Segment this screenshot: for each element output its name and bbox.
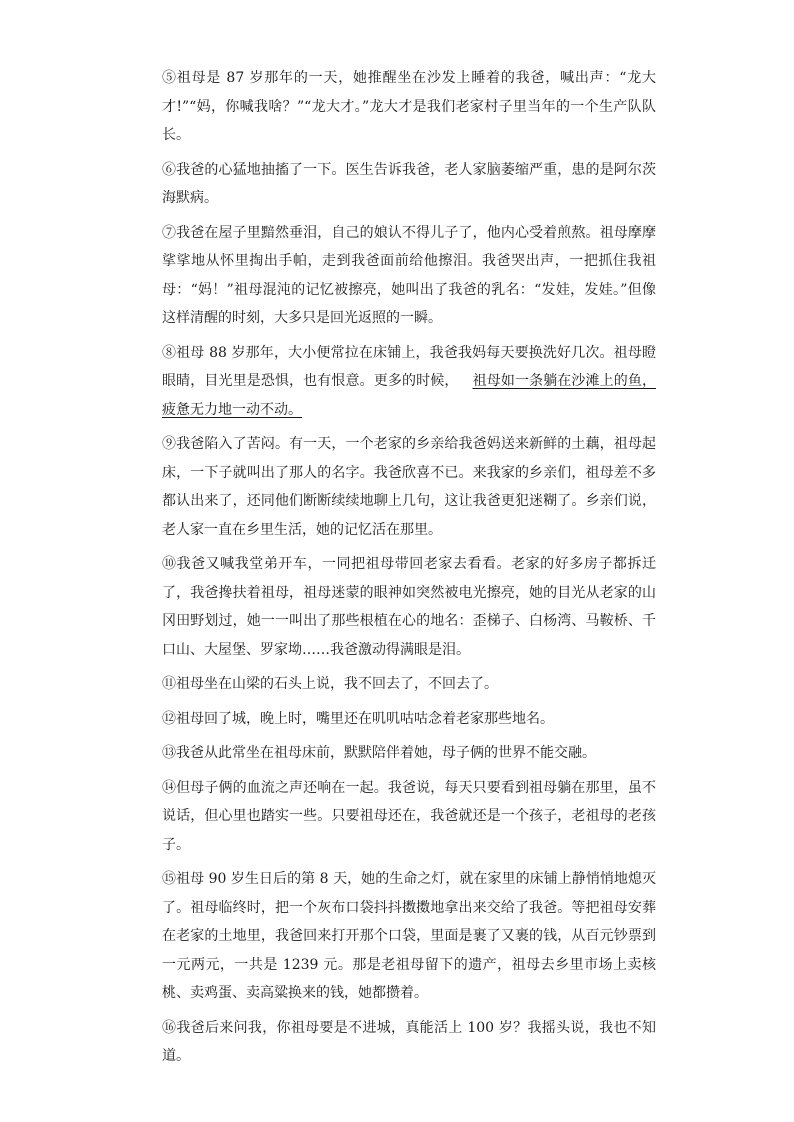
- paragraph-8-text: ⑧祖母 88 岁那年，大小便常拉在床铺上，我爸我妈每天要换洗好几次。祖母瞪眼睛，目光里是恐惧，也有恨意。更多的时候，: [162, 344, 656, 389]
- paragraph-13: ⑬我爸从此常坐在祖母床前，默默陪伴着她，母子俩的世界不能交融。: [162, 745, 596, 761]
- paragraph-6: ⑥我爸的心猛地抽搐了一下。医生告诉我爸，老人家脑萎缩严重，患的是阿尔茨海默病。: [162, 161, 656, 206]
- paragraph-12: ⑫祖母回了城，晚上时，嘴里还在叽叽咕咕念着老家那些地名。: [162, 710, 554, 727]
- paragraph-8-underlined-sentence: 祖母如一条躺在沙滩上的鱼，疲惫无力地一动不动。: [162, 373, 657, 418]
- document-page: [162, 64, 656, 1077]
- paragraph-15: ⑮祖母 90 岁生日后的第 8 天，她的生命之灯，就在家里的床铺上静悄悄地熄灭了。祖母临终时，把一个灰布口袋抖抖擞擞地拿出来交给了我爸。等把祖母安葬在老家的土地里，我爸回来打开那个口袋，里面是裹了又裹的钱，从百元钞票到一元两元，一共是 1239 元。那是老祖母留下的遗产，祖母去乡里市场上卖核桃、卖鸡蛋、卖高粱换来的钱，她都攒着。: [162, 871, 656, 1001]
- paragraph-10: ⑩我爸又喊我堂弟开车，一同把祖母带回老家去看看。老家的好多房子都拆迁了，我爸搀扶着祖母，祖母迷蒙的眼神如突然被电光擦亮，她的目光从老家的山冈田野划过，她一一叫出了那些根植在心的地名：歪梯子、白杨湾、马鞍桥、千口山、大屋堡、罗家坳……我爸激动得满眼是泪。: [162, 556, 656, 658]
- paragraph-5: ⑤祖母是 87 岁那年的一天，她推醒坐在沙发上睡着的我爸，喊出声：“龙大才!”“妈，你喊我啥？”“龙大才。”龙大才是我们老家村子里当年的一个生产队队长。: [162, 70, 656, 143]
- paragraph-7: ⑦我爸在屋子里黯然垂泪，自己的娘认不得儿子了，他内心受着煎熬。祖母摩摩挲挲地从怀里掏出手帕，走到我爸面前给他擦泪。我爸哭出声，一把抓住我祖母：“妈！”祖母混沌的记忆被擦亮，她叫出了我爸的乳名：“发娃，发娃。”但像这样清醒的时刻，大多只是回光返照的一瞬。: [162, 224, 656, 326]
- paragraph-14: ⑭但母子俩的血流之声还响在一起。我爸说，每天只要看到祖母躺在那里，虽不说话，但心里也踏实一些。只要祖母还在，我爸就还是一个孩子，老祖母的老孩子。: [162, 779, 656, 853]
- paragraph-16: ⑯我爸后来问我，你祖母要是不进城，真能活上 100 岁？我摇头说，我也不知道。: [162, 1019, 656, 1064]
- paragraph-8: [162, 339, 656, 425]
- paragraph-11: ⑪祖母坐在山梁的石头上说，我不回去了，不回去了。: [162, 676, 498, 692]
- paragraph-9: ⑨我爸陷入了苦闷。有一天，一个老家的乡亲给我爸妈送来新鲜的土藕，祖母起床，一下子就叫出了那人的名字。我爸欣喜不已。来我家的乡亲们，祖母差不多都认出来了，还同他们断断续续地聊上几句，这让我爸更犯迷糊了。乡亲们说，老人家一直在乡里生活，她的记忆活在那里。: [162, 436, 656, 538]
